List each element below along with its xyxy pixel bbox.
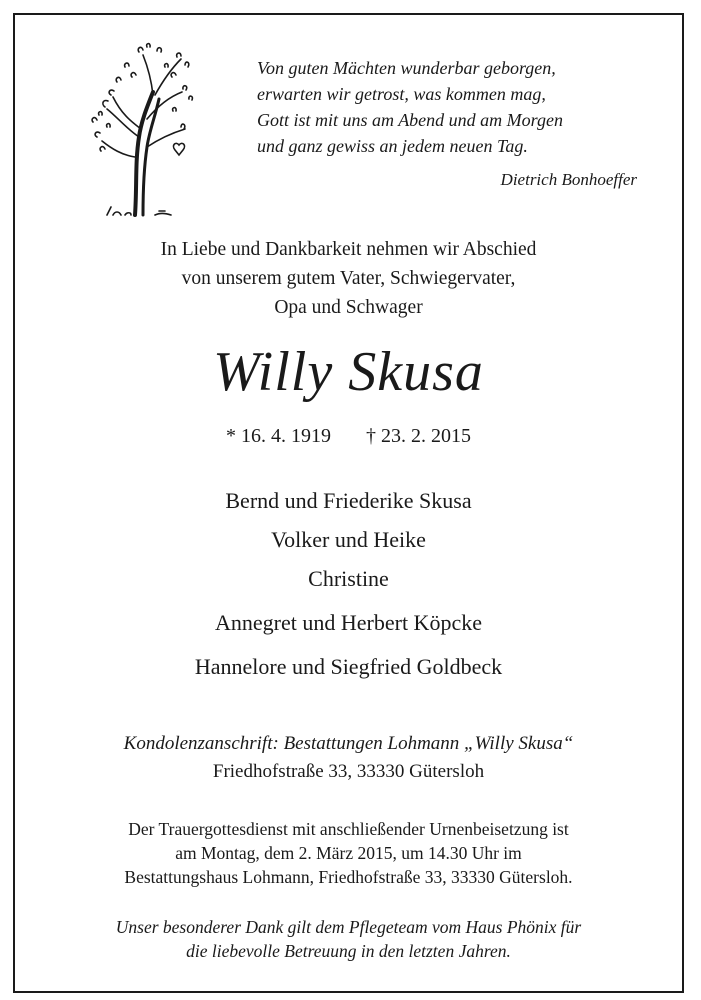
obituary-notice (13, 13, 684, 993)
family-member: Volker und Heike (271, 527, 426, 552)
poem-line: erwarten wir getrost, was kommen mag, (257, 84, 546, 104)
poem-line: und ganz gewiss an jedem neuen Tag. (257, 136, 528, 156)
family-member: Bernd und Friederike Skusa (225, 488, 472, 513)
poem-line: Gott ist mit uns am Abend und am Morgen (257, 110, 563, 130)
thanks-line: die liebevolle Betreuung in den letzten Jahren. (186, 941, 511, 961)
tree-with-falling-heart-icon (77, 37, 197, 222)
thanks-line: Unser besonderer Dank gilt dem Pflegeteam vom Haus Phönix für (115, 917, 582, 937)
family-member: Hannelore und Siegfried Goldbeck (194, 654, 503, 679)
intro-line: Opa und Schwager (274, 297, 423, 318)
family-member: Annegret und Herbert Köpcke (215, 610, 482, 635)
condolence-street: Friedhofstraße 33, 33330 Gütersloh (212, 761, 485, 782)
intro-line: von unserem gutem Vater, Schwiegervater, (181, 268, 516, 289)
birth-date: * 16. 4. 1919 (226, 425, 331, 447)
deceased-name: Willy Skusa (213, 341, 484, 403)
intro-line: In Liebe und Dankbarkeit nehmen wir Abschied (160, 239, 537, 260)
family-list (15, 481, 682, 686)
life-dates (15, 425, 682, 448)
thanks-note (15, 915, 682, 963)
service-info (15, 817, 682, 889)
service-line: Der Trauergottesdienst mit anschließender Urnenbeisetzung ist (128, 819, 569, 839)
condolence-label: Kondolenzanschrift: Bestattungen Lohmann „Willy Skusa“ (123, 733, 574, 754)
poem-author: Dietrich Bonhoeffer (500, 170, 637, 189)
intro-text (15, 235, 682, 322)
service-line: Bestattungshaus Lohmann, Friedhofstraße 33, 33330 Gütersloh. (124, 867, 573, 887)
poem-line: Von guten Mächten wunderbar geborgen, (257, 58, 556, 78)
poem (257, 55, 637, 159)
condolence-address (15, 730, 682, 786)
family-member: Christine (308, 566, 389, 591)
death-date: † 23. 2. 2015 (366, 425, 471, 447)
service-line: am Montag, dem 2. März 2015, um 14.30 Uhr im (175, 843, 522, 863)
